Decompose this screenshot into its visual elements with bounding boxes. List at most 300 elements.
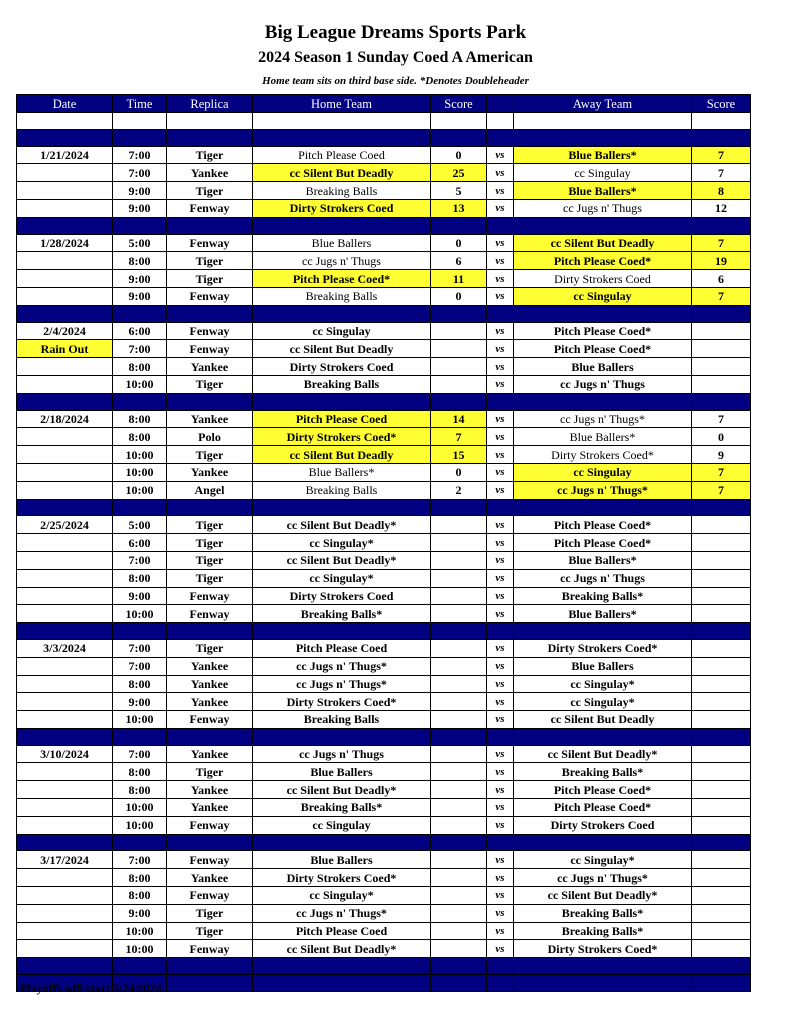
time-cell: 7:00	[113, 164, 167, 182]
empty-cell	[692, 499, 751, 516]
vs-label: vs	[487, 375, 514, 393]
empty-date-cell	[17, 693, 113, 711]
vs-label: vs	[487, 816, 514, 834]
away-team-cell: Blue Ballers	[514, 657, 692, 675]
game-row	[17, 322, 751, 340]
empty-cell	[431, 305, 487, 322]
away-score-cell	[692, 904, 751, 922]
home-score-cell	[431, 904, 487, 922]
empty-date-cell	[17, 270, 113, 288]
empty-cell	[514, 129, 692, 146]
home-score-cell	[431, 869, 487, 887]
week-separator	[17, 499, 751, 516]
time-cell: 8:00	[113, 675, 167, 693]
empty-cell	[253, 129, 431, 146]
empty-cell	[167, 393, 253, 410]
vs-label: vs	[487, 693, 514, 711]
vs-label: vs	[487, 463, 514, 481]
vs-label: vs	[487, 869, 514, 887]
vs-label: vs	[487, 182, 514, 200]
home-team-cell: cc Jugs n' Thugs	[253, 252, 431, 270]
date-cell: 3/10/2024	[17, 745, 113, 763]
away-team-cell: Blue Ballers*	[514, 605, 692, 623]
empty-date-cell	[17, 605, 113, 623]
empty-date-cell	[17, 358, 113, 376]
vs-label: vs	[487, 516, 514, 534]
home-team-cell: cc Jugs n' Thugs*	[253, 904, 431, 922]
rain-out-badge: Rain Out	[17, 340, 113, 358]
away-score-cell	[692, 358, 751, 376]
replica-cell: Tiger	[167, 516, 253, 534]
replica-cell: Tiger	[167, 446, 253, 464]
empty-cell	[487, 113, 514, 130]
game-row	[17, 463, 751, 481]
replica-cell: Yankee	[167, 799, 253, 817]
vs-label: vs	[487, 446, 514, 464]
home-team-cell: cc Silent But Deadly*	[253, 940, 431, 958]
home-score-cell: 2	[431, 481, 487, 499]
empty-cell	[17, 129, 113, 146]
col-header-replica: Replica	[167, 95, 253, 113]
time-cell: 8:00	[113, 887, 167, 905]
game-row	[17, 605, 751, 623]
empty-cell	[253, 834, 431, 851]
away-score-cell: 7	[692, 410, 751, 428]
home-team-cell: cc Singulay*	[253, 887, 431, 905]
away-team-cell: Dirty Strokers Coed	[514, 816, 692, 834]
time-cell: 9:00	[113, 287, 167, 305]
time-cell: 8:00	[113, 410, 167, 428]
empty-cell	[167, 728, 253, 745]
home-team-cell: cc Silent But Deadly*	[253, 516, 431, 534]
game-row	[17, 234, 751, 252]
away-team-cell: Pitch Please Coed*	[514, 252, 692, 270]
home-score-cell: 13	[431, 199, 487, 217]
time-cell: 8:00	[113, 569, 167, 587]
time-cell: 10:00	[113, 816, 167, 834]
away-score-cell	[692, 605, 751, 623]
empty-cell	[514, 728, 692, 745]
away-team-cell: Pitch Please Coed*	[514, 322, 692, 340]
home-team-cell: Dirty Strokers Coed*	[253, 693, 431, 711]
replica-cell: Tiger	[167, 146, 253, 164]
home-score-cell	[431, 675, 487, 693]
empty-date-cell	[17, 428, 113, 446]
game-row	[17, 375, 751, 393]
replica-cell: Tiger	[167, 182, 253, 200]
week-separator	[17, 958, 751, 975]
home-team-cell: cc Singulay*	[253, 569, 431, 587]
away-team-cell: Blue Ballers*	[514, 146, 692, 164]
empty-cell	[113, 393, 167, 410]
empty-cell	[692, 217, 751, 234]
game-row	[17, 516, 751, 534]
game-row	[17, 922, 751, 940]
empty-cell	[113, 958, 167, 975]
away-team-cell: Pitch Please Coed*	[514, 781, 692, 799]
replica-cell: Yankee	[167, 358, 253, 376]
away-score-cell	[692, 745, 751, 763]
col-header-away-score: Score	[692, 95, 751, 113]
col-header-time: Time	[113, 95, 167, 113]
vs-label: vs	[487, 639, 514, 657]
home-team-cell: Breaking Balls	[253, 481, 431, 499]
vs-label: vs	[487, 358, 514, 376]
vs-label: vs	[487, 781, 514, 799]
replica-cell: Fenway	[167, 887, 253, 905]
empty-cell	[692, 623, 751, 640]
empty-cell	[692, 834, 751, 851]
empty-cell	[17, 305, 113, 322]
replica-cell: Fenway	[167, 287, 253, 305]
empty-cell	[17, 113, 113, 130]
away-team-cell: cc Singulay	[514, 463, 692, 481]
time-cell: 8:00	[113, 252, 167, 270]
home-team-cell: Dirty Strokers Coed*	[253, 428, 431, 446]
col-header-away-team: Away Team	[514, 95, 692, 113]
vs-label: vs	[487, 657, 514, 675]
away-team-cell: cc Jugs n' Thugs*	[514, 481, 692, 499]
away-team-cell: Blue Ballers*	[514, 182, 692, 200]
replica-cell: Tiger	[167, 639, 253, 657]
game-row	[17, 182, 751, 200]
vs-label: vs	[487, 252, 514, 270]
away-team-cell: Breaking Balls*	[514, 763, 692, 781]
game-row	[17, 904, 751, 922]
empty-cell	[113, 217, 167, 234]
vs-label: vs	[487, 270, 514, 288]
time-cell: 10:00	[113, 463, 167, 481]
replica-cell: Fenway	[167, 234, 253, 252]
replica-cell: Yankee	[167, 657, 253, 675]
home-score-cell	[431, 340, 487, 358]
empty-date-cell	[17, 375, 113, 393]
away-team-cell: Pitch Please Coed*	[514, 340, 692, 358]
empty-cell	[487, 129, 514, 146]
away-score-cell	[692, 711, 751, 729]
empty-date-cell	[17, 904, 113, 922]
replica-cell: Yankee	[167, 164, 253, 182]
away-team-cell: Breaking Balls*	[514, 922, 692, 940]
empty-cell	[487, 728, 514, 745]
empty-date-cell	[17, 711, 113, 729]
empty-date-cell	[17, 869, 113, 887]
away-score-cell	[692, 516, 751, 534]
game-row	[17, 587, 751, 605]
vs-label: vs	[487, 569, 514, 587]
empty-cell	[113, 728, 167, 745]
empty-cell	[17, 958, 113, 975]
empty-cell	[431, 499, 487, 516]
home-score-cell: 0	[431, 146, 487, 164]
vs-label: vs	[487, 340, 514, 358]
away-score-cell	[692, 693, 751, 711]
empty-date-cell	[17, 940, 113, 958]
game-row	[17, 534, 751, 552]
game-row	[17, 164, 751, 182]
home-team-cell: cc Singulay	[253, 816, 431, 834]
away-score-cell	[692, 816, 751, 834]
empty-date-cell	[17, 816, 113, 834]
game-row	[17, 639, 751, 657]
away-team-cell: Dirty Strokers Coed*	[514, 940, 692, 958]
away-score-cell	[692, 922, 751, 940]
away-team-cell: cc Silent But Deadly*	[514, 745, 692, 763]
away-team-cell: cc Singulay*	[514, 851, 692, 869]
empty-cell	[514, 834, 692, 851]
time-cell: 7:00	[113, 639, 167, 657]
time-cell: 10:00	[113, 922, 167, 940]
away-team-cell: Dirty Strokers Coed*	[514, 446, 692, 464]
time-cell: 7:00	[113, 851, 167, 869]
away-team-cell: cc Jugs n' Thugs	[514, 569, 692, 587]
replica-cell: Fenway	[167, 587, 253, 605]
empty-cell	[167, 834, 253, 851]
game-row	[17, 410, 751, 428]
game-row	[17, 199, 751, 217]
home-team-cell: Blue Ballers	[253, 851, 431, 869]
home-score-cell	[431, 605, 487, 623]
time-cell: 9:00	[113, 693, 167, 711]
home-team-cell: Breaking Balls	[253, 182, 431, 200]
away-team-cell: cc Jugs n' Thugs	[514, 375, 692, 393]
home-team-cell: cc Jugs n' Thugs*	[253, 657, 431, 675]
home-score-cell	[431, 657, 487, 675]
home-team-cell: cc Silent But Deadly*	[253, 781, 431, 799]
vs-label: vs	[487, 322, 514, 340]
vs-label: vs	[487, 745, 514, 763]
away-score-cell: 7	[692, 287, 751, 305]
empty-cell	[692, 393, 751, 410]
empty-cell	[253, 499, 431, 516]
home-team-cell: Breaking Balls*	[253, 605, 431, 623]
time-cell: 10:00	[113, 799, 167, 817]
away-team-cell: cc Singulay	[514, 287, 692, 305]
page-title: Big League Dreams Sports Park	[264, 22, 527, 43]
away-score-cell: 7	[692, 481, 751, 499]
away-team-cell: cc Singulay	[514, 164, 692, 182]
empty-cell	[113, 129, 167, 146]
game-row	[17, 799, 751, 817]
col-header-vs	[487, 95, 514, 113]
vs-label: vs	[487, 199, 514, 217]
away-team-cell: Blue Ballers	[514, 358, 692, 376]
away-score-cell	[692, 375, 751, 393]
empty-cell	[17, 834, 113, 851]
empty-cell	[167, 499, 253, 516]
home-team-cell: Blue Ballers*	[253, 463, 431, 481]
empty-cell	[514, 975, 692, 992]
empty-cell	[167, 129, 253, 146]
empty-cell	[17, 499, 113, 516]
home-score-cell: 6	[431, 252, 487, 270]
empty-date-cell	[17, 534, 113, 552]
away-score-cell	[692, 657, 751, 675]
empty-cell	[113, 499, 167, 516]
empty-date-cell	[17, 446, 113, 464]
time-cell: 9:00	[113, 182, 167, 200]
away-score-cell	[692, 940, 751, 958]
replica-cell: Fenway	[167, 199, 253, 217]
empty-date-cell	[17, 199, 113, 217]
empty-date-cell	[17, 781, 113, 799]
empty-cell	[487, 958, 514, 975]
empty-cell	[167, 305, 253, 322]
empty-date-cell	[17, 887, 113, 905]
home-score-cell	[431, 799, 487, 817]
home-team-cell: Pitch Please Coed	[253, 146, 431, 164]
home-score-cell: 25	[431, 164, 487, 182]
home-score-cell	[431, 711, 487, 729]
home-score-cell: 0	[431, 287, 487, 305]
empty-cell	[113, 113, 167, 130]
away-score-cell	[692, 587, 751, 605]
empty-cell	[487, 393, 514, 410]
home-team-cell: Breaking Balls	[253, 711, 431, 729]
vs-label: vs	[487, 551, 514, 569]
time-cell: 6:00	[113, 322, 167, 340]
home-team-cell: Breaking Balls	[253, 287, 431, 305]
time-cell: 8:00	[113, 763, 167, 781]
vs-label: vs	[487, 234, 514, 252]
date-cell: 2/4/2024	[17, 322, 113, 340]
time-cell: 10:00	[113, 446, 167, 464]
vs-label: vs	[487, 587, 514, 605]
away-score-cell	[692, 340, 751, 358]
empty-cell	[487, 623, 514, 640]
away-score-cell	[692, 569, 751, 587]
time-cell: 8:00	[113, 781, 167, 799]
home-team-cell: cc Jugs n' Thugs*	[253, 675, 431, 693]
week-separator	[17, 305, 751, 322]
vs-label: vs	[487, 164, 514, 182]
replica-cell: Tiger	[167, 551, 253, 569]
home-team-cell: Pitch Please Coed	[253, 410, 431, 428]
home-score-cell: 7	[431, 428, 487, 446]
empty-cell	[431, 975, 487, 992]
time-cell: 10:00	[113, 481, 167, 499]
game-row	[17, 851, 751, 869]
home-score-cell	[431, 940, 487, 958]
vs-label: vs	[487, 904, 514, 922]
empty-cell	[514, 623, 692, 640]
week-separator	[17, 129, 751, 146]
vs-label: vs	[487, 940, 514, 958]
empty-cell	[253, 113, 431, 130]
empty-cell	[487, 975, 514, 992]
away-score-cell	[692, 763, 751, 781]
empty-cell	[487, 834, 514, 851]
col-header-home-team: Home Team	[253, 95, 431, 113]
blank-row	[17, 113, 751, 130]
time-cell: 5:00	[113, 516, 167, 534]
home-score-cell	[431, 639, 487, 657]
empty-cell	[167, 958, 253, 975]
empty-date-cell	[17, 551, 113, 569]
away-score-cell: 7	[692, 463, 751, 481]
home-score-cell	[431, 763, 487, 781]
away-team-cell: Dirty Strokers Coed	[514, 270, 692, 288]
home-score-cell	[431, 569, 487, 587]
home-score-cell	[431, 816, 487, 834]
home-score-cell: 14	[431, 410, 487, 428]
away-team-cell: Dirty Strokers Coed*	[514, 639, 692, 657]
date-cell: 2/18/2024	[17, 410, 113, 428]
away-score-cell: 19	[692, 252, 751, 270]
empty-date-cell	[17, 587, 113, 605]
playoffs-note: Playoffs will start 3/24/2024	[20, 981, 162, 995]
game-row	[17, 869, 751, 887]
empty-date-cell	[17, 675, 113, 693]
empty-cell	[17, 623, 113, 640]
week-separator	[17, 728, 751, 745]
week-separator	[17, 623, 751, 640]
replica-cell: Fenway	[167, 940, 253, 958]
empty-cell	[167, 975, 253, 992]
week-separator	[17, 217, 751, 234]
date-cell: 3/3/2024	[17, 639, 113, 657]
away-team-cell: Pitch Please Coed*	[514, 516, 692, 534]
game-row	[17, 287, 751, 305]
vs-label: vs	[487, 410, 514, 428]
replica-cell: Yankee	[167, 869, 253, 887]
away-score-cell	[692, 534, 751, 552]
away-score-cell: 0	[692, 428, 751, 446]
vs-label: vs	[487, 146, 514, 164]
away-score-cell	[692, 887, 751, 905]
empty-date-cell	[17, 252, 113, 270]
game-row	[17, 551, 751, 569]
empty-cell	[253, 623, 431, 640]
empty-date-cell	[17, 481, 113, 499]
home-team-cell: Pitch Please Coed	[253, 922, 431, 940]
date-cell: 3/17/2024	[17, 851, 113, 869]
away-score-cell	[692, 322, 751, 340]
week-separator	[17, 834, 751, 851]
home-team-cell: Pitch Please Coed*	[253, 270, 431, 288]
home-team-cell: Breaking Balls	[253, 375, 431, 393]
away-team-cell: cc Silent But Deadly*	[514, 887, 692, 905]
home-team-cell: Dirty Strokers Coed*	[253, 869, 431, 887]
game-row	[17, 358, 751, 376]
replica-cell: Yankee	[167, 745, 253, 763]
empty-cell	[692, 958, 751, 975]
replica-cell: Fenway	[167, 851, 253, 869]
time-cell: 7:00	[113, 657, 167, 675]
time-cell: 8:00	[113, 358, 167, 376]
empty-cell	[113, 305, 167, 322]
time-cell: 9:00	[113, 587, 167, 605]
empty-cell	[253, 217, 431, 234]
home-score-cell	[431, 781, 487, 799]
home-team-cell: Dirty Strokers Coed	[253, 199, 431, 217]
empty-cell	[514, 393, 692, 410]
home-team-cell: cc Jugs n' Thugs	[253, 745, 431, 763]
away-team-cell: Blue Ballers*	[514, 551, 692, 569]
time-cell: 7:00	[113, 551, 167, 569]
home-team-cell: cc Silent But Deadly*	[253, 551, 431, 569]
away-score-cell	[692, 869, 751, 887]
empty-date-cell	[17, 569, 113, 587]
home-team-cell: cc Silent But Deadly	[253, 340, 431, 358]
away-score-cell: 9	[692, 446, 751, 464]
game-row	[17, 446, 751, 464]
game-row	[17, 146, 751, 164]
empty-date-cell	[17, 182, 113, 200]
game-row	[17, 569, 751, 587]
replica-cell: Angel	[167, 481, 253, 499]
away-team-cell: cc Jugs n' Thugs	[514, 199, 692, 217]
